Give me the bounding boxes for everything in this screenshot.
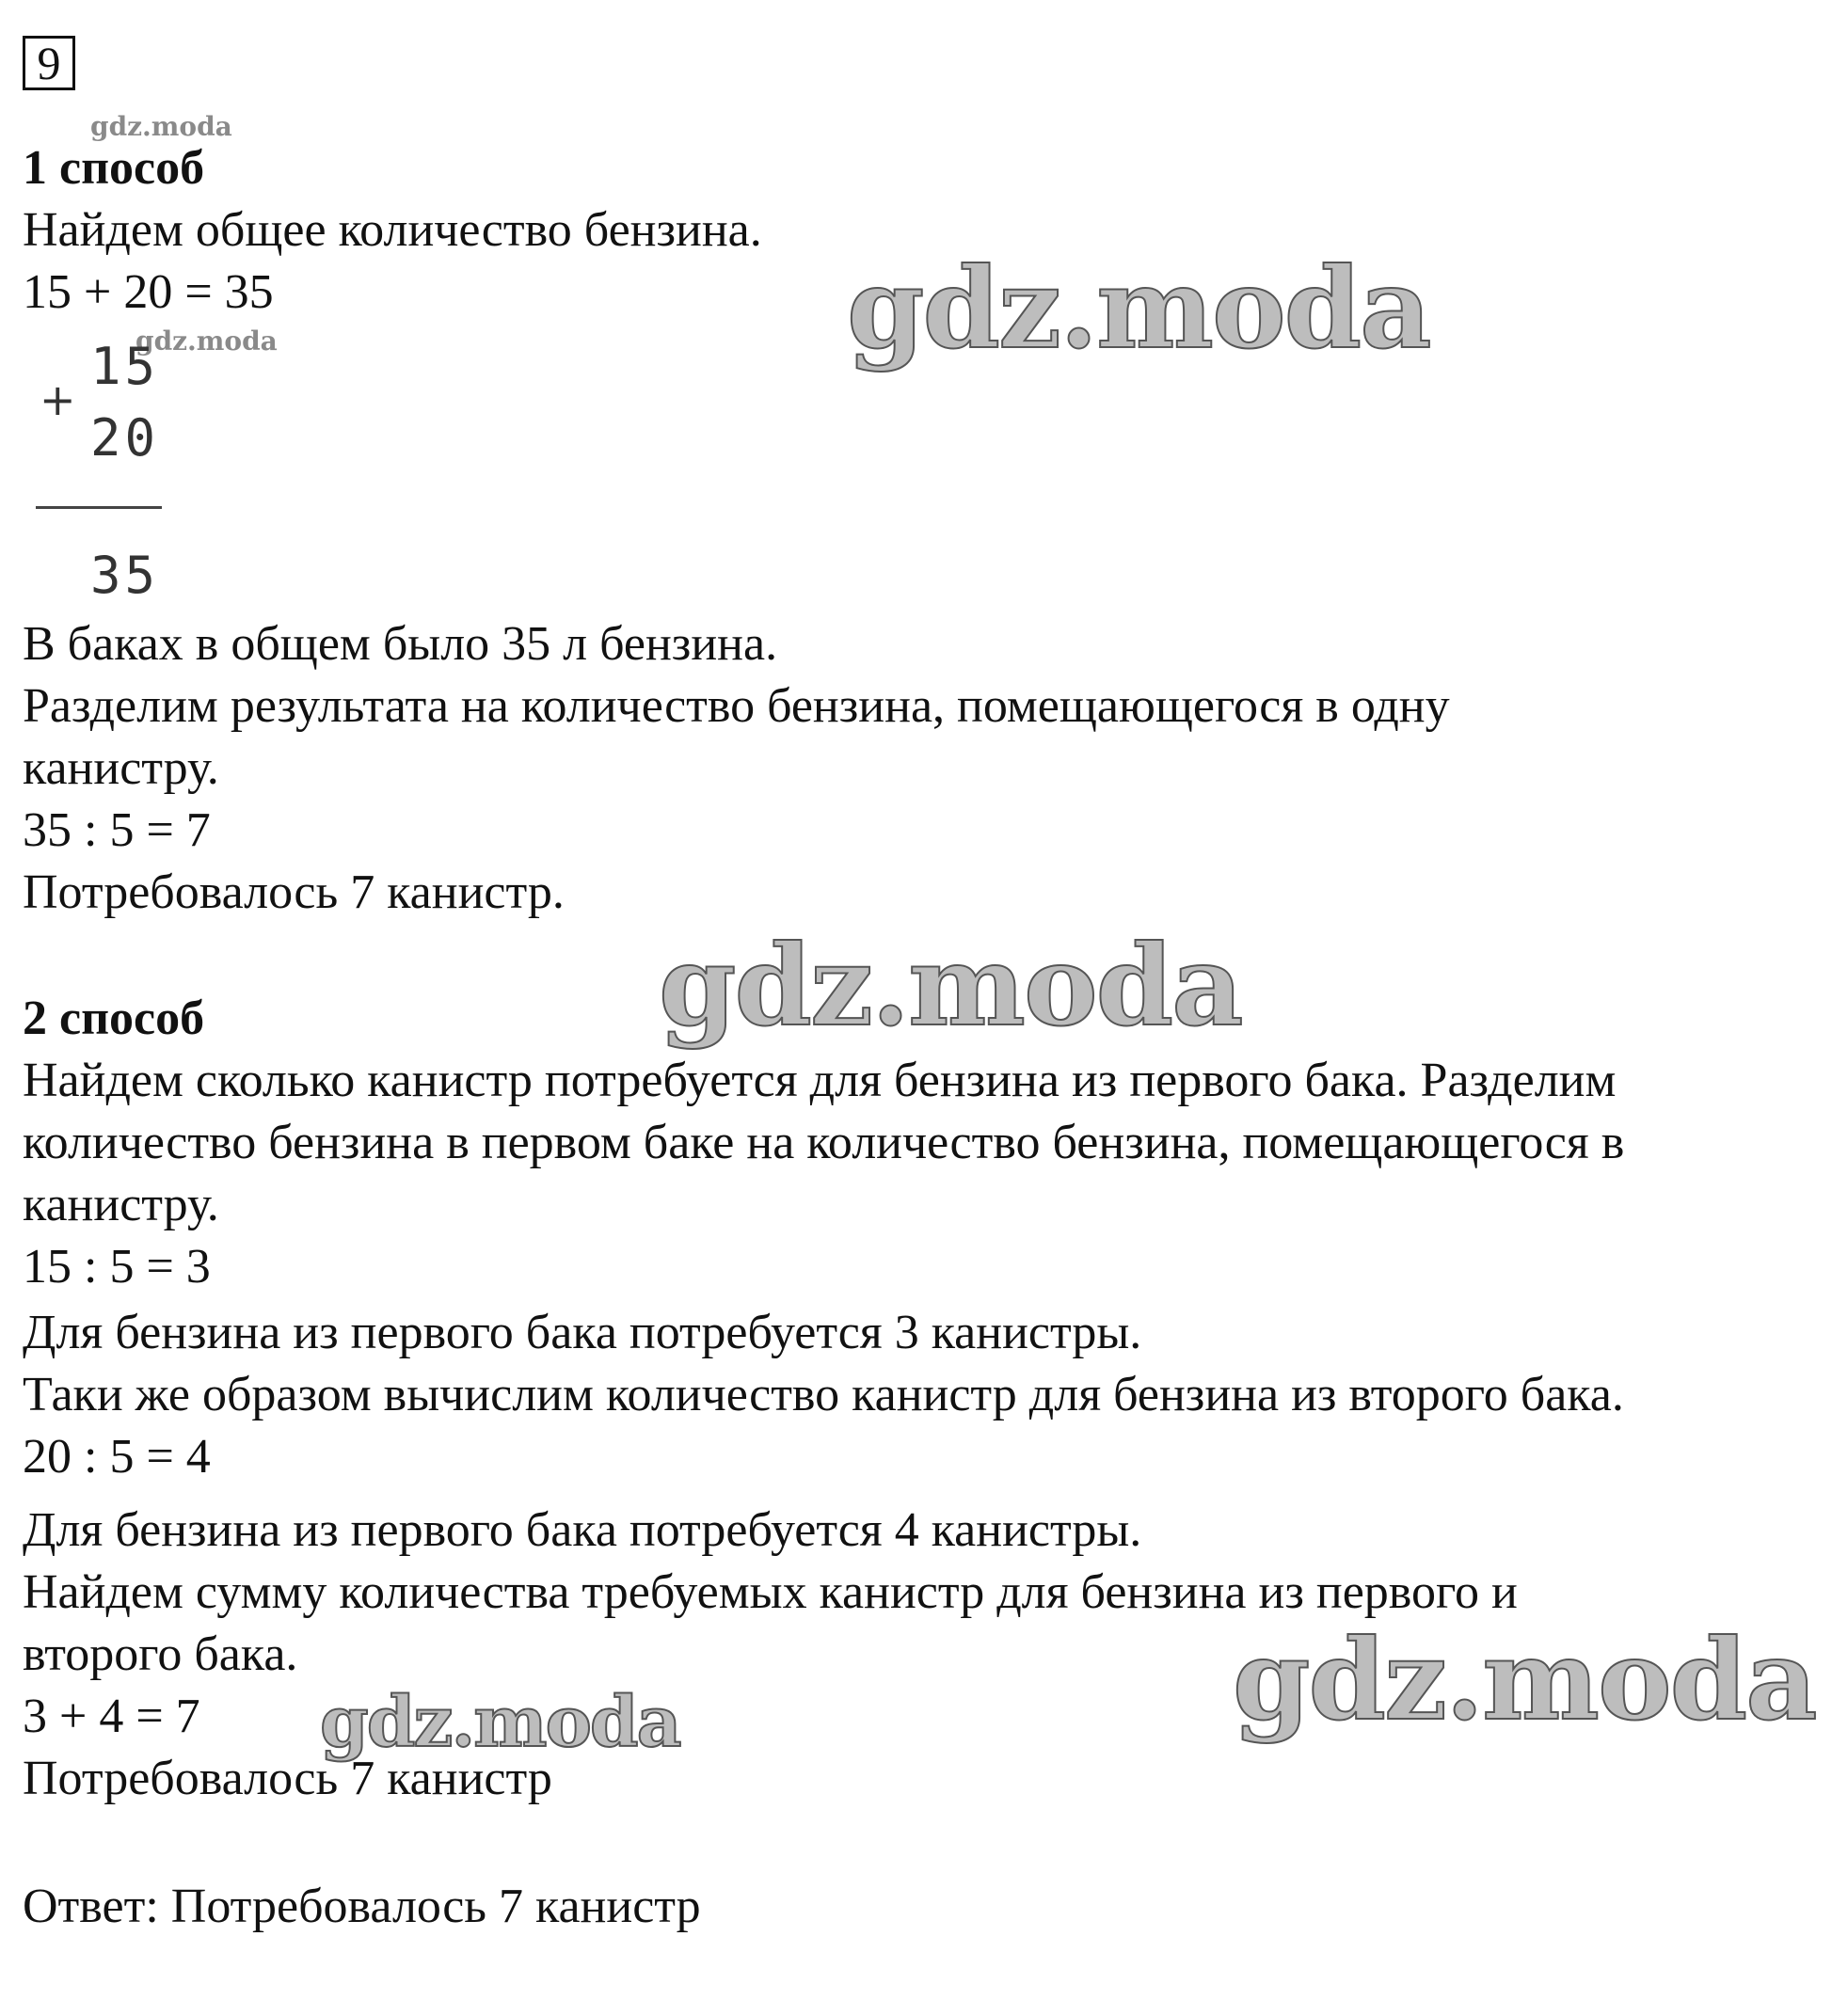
method1-equation: 15 + 20 = 35 xyxy=(23,265,274,319)
column-result: 35 xyxy=(90,546,160,605)
method2-equation: 15 : 5 = 3 xyxy=(23,1240,211,1294)
watermark-large: gdz.moda xyxy=(847,243,1430,373)
method2-text: Найдем сколько канистр потребуется для бензина из первого бака. Разделим xyxy=(23,1054,1617,1107)
column-operand-1: 15 xyxy=(90,337,160,396)
watermark-small: gdz.moda xyxy=(90,111,232,142)
task-number-box: 9 xyxy=(23,36,75,90)
method2-text: канистру. xyxy=(23,1178,219,1231)
method2-equation: 20 : 5 = 4 xyxy=(23,1430,211,1484)
watermark-large: gdz.moda xyxy=(1233,1614,1816,1745)
column-operator: + xyxy=(40,374,76,425)
method2-text: Таки же образом вычислим количество канистр для бензина из второго бака. xyxy=(23,1368,1624,1421)
method2-text: Найдем сумму количества требуемых канистр для бензина из первого и xyxy=(23,1565,1518,1619)
answer: Ответ: Потребовалось 7 канистр xyxy=(23,1880,701,1933)
watermark-small: gdz.moda xyxy=(135,325,278,357)
method1-equation: 35 : 5 = 7 xyxy=(23,803,211,857)
method2-text: количество бензина в первом баке на количество бензина, помещающегося в xyxy=(23,1116,1625,1169)
column-operand-2: 20 xyxy=(90,408,160,468)
method1-text: В баках в общем было 35 л бензина. xyxy=(23,617,778,671)
method1-conclusion: Потребовалось 7 канистр. xyxy=(23,865,565,919)
method2-equation: 3 + 4 = 7 xyxy=(23,1690,200,1743)
method1-heading: 1 способ xyxy=(23,141,205,195)
watermark-large: gdz.moda xyxy=(659,920,1242,1051)
watermark-medium: gdz.moda xyxy=(320,1682,680,1763)
method2-heading: 2 способ xyxy=(23,992,205,1045)
method1-text: канистру. xyxy=(23,741,219,795)
column-rule xyxy=(36,506,162,509)
method2-conclusion: Потребовалось 7 канистр xyxy=(23,1752,552,1805)
method1-text: Найдем общее количество бензина. xyxy=(23,203,762,257)
method2-text: второго бака. xyxy=(23,1627,298,1681)
method2-text: Для бензина из первого бака потребуется 4 канистры. xyxy=(23,1503,1142,1557)
method2-text: Для бензина из первого бака потребуется 3 канистры. xyxy=(23,1306,1142,1359)
method1-text: Разделим результата на количество бензина, помещающегося в одну xyxy=(23,679,1450,733)
